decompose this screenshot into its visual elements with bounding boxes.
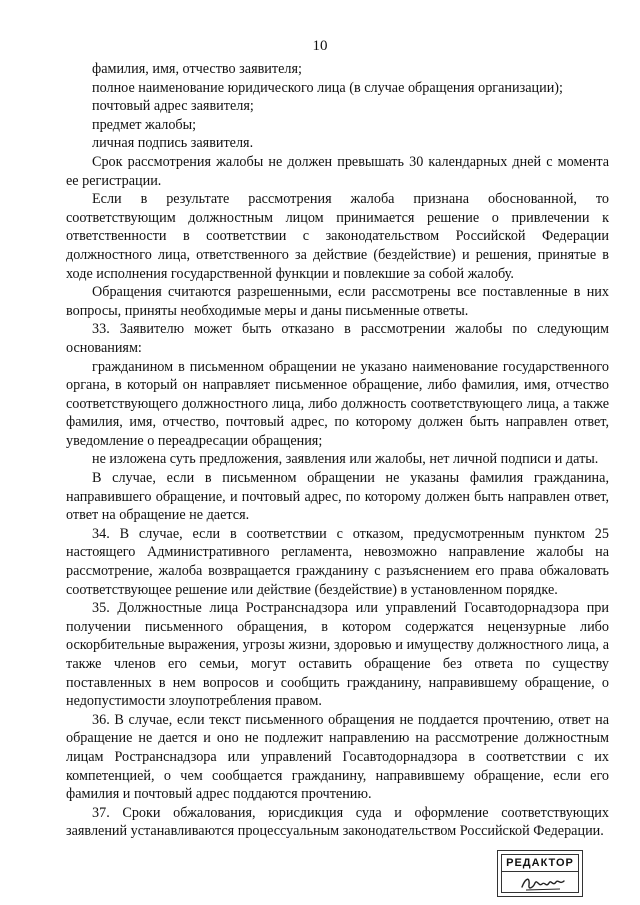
paragraph: 35. Должностные лица Ространснадзора или управлений Госавтодорнадзора при получении письменного обращения, в котором содержатся нецензурные либо оскорбительные выражения, угрозы жизни, здоровью и имуществу должностного лица, а также членов его семьи, могут оставить обращение без ответа по существу поставленных в нем вопросов и сообщить гражданину, направившему обращение, о недопустимости злоупотребления правом. xyxy=(66,600,609,710)
list-item: почтовый адрес заявителя; xyxy=(92,98,254,115)
list-item: предмет жалобы; xyxy=(92,116,197,133)
list-item: личная подпись заявителя. xyxy=(92,135,254,152)
document-body xyxy=(66,60,609,841)
paragraph: не изложена суть предложения, заявления или жалобы, нет личной подписи и даты. xyxy=(92,451,599,468)
list-item: фамилия, имя, отчество заявителя; xyxy=(92,61,302,77)
paragraph: В случае, если в письменном обращении не указаны фамилия гражданина, направившего обращение, и почтовый адрес, по которому должен быть направлен ответ, ответ на обращение не дается. xyxy=(66,470,609,524)
paragraph: Срок рассмотрения жалобы не должен превышать 30 календарных дней с момента ее регистрации. xyxy=(66,153,609,189)
page-number: 10 xyxy=(312,38,328,54)
list-item: полное наименование юридического лица (в случае обращения организации); xyxy=(92,79,563,96)
handwritten-signature-icon xyxy=(520,873,566,893)
stamp-frame xyxy=(501,854,579,893)
stamp-divider xyxy=(502,871,578,872)
paragraph: Обращения считаются разрешенными, если рассмотрены все поставленные в них вопросы, приняты необходимые меры и даны письменные ответы. xyxy=(66,284,609,319)
stamp-label: РЕДАКТОР xyxy=(506,857,574,869)
paragraph: 33. Заявителю может быть отказано в рассмотрении жалобы по следующим основаниям: xyxy=(66,321,609,356)
paragraph: 34. В случае, если в соответствии с отказом, предусмотренным пунктом 25 настоящего Административного регламента, невозможно направление жалобы на рассмотрение, жалоба возвращается гражданину с разъяснением его права обжаловать соответствующее решение или действие (бездействие) в установленном порядке. xyxy=(66,525,609,598)
paragraph: Если в результате рассмотрения жалоба признана обоснованной, то соответствующим должностным лицом принимается решение о привлечении к ответственности в соответствии с законодательством Российской Федерации должностного лица, ответственного за действие (бездействие) и решения, принятые в ходе исполнения государственной функции и повлекшие за собой жалобу. xyxy=(66,191,609,282)
paragraph: 36. В случае, если текст письменного обращения не поддается прочтению, ответ на обращение не дается и оно не подлежит направлению на рассмотрение должностным лицам Ространснадзора или управлений Госавтодорнадзора в соответствии с их компетенцией, о чем сообщается гражданину, направившему обращение, если его фамилия и почтовый адрес поддаются прочтению. xyxy=(66,711,609,803)
paragraph: гражданином в письменном обращении не указано наименование государственного органа, в который он направляет письменное обращение, либо фамилия, имя, отчество соответствующего должностного лица, либо должность соответствующего лица, а также фамилия, имя, отчество, почтовый адрес, по которому должен быть направлен ответ, уведомление о переадресации обращения; xyxy=(66,358,609,449)
editor-stamp xyxy=(497,850,583,897)
paragraph: 37. Сроки обжалования, юрисдикция суда и оформление соответствующих заявлений устанавливаются процессуальным законодательством Российской Федерации. xyxy=(66,804,609,840)
